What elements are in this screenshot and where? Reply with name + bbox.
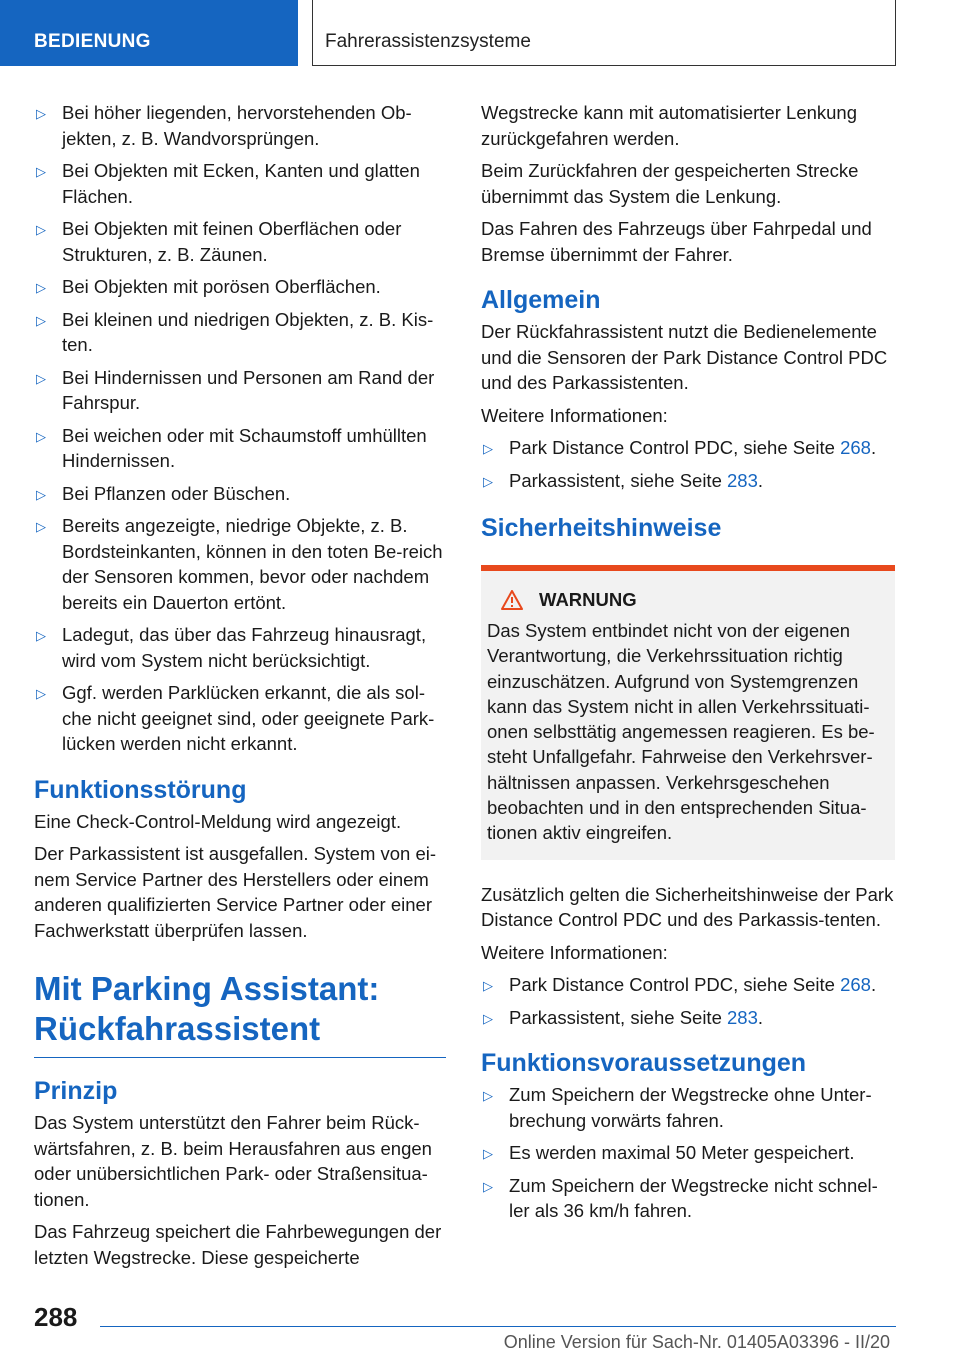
paragraph: Wegstrecke kann mit automatisierter Lenkung zurückgefahren werden.	[481, 102, 858, 149]
warning-title: WARNUNG	[501, 589, 889, 611]
heading-sicherheitshinweise: Sicherheitshinweise	[481, 514, 722, 542]
triangle-bullet-icon: ▷	[483, 441, 493, 456]
list-item: ▷ Bei Pflanzen oder Büschen.	[34, 481, 446, 507]
triangle-bullet-icon: ▷	[36, 519, 46, 534]
online-version-note: Online Version für Sach-Nr. 01405A03396 - II/20	[503, 1332, 890, 1352]
page-number: 288	[34, 1302, 78, 1332]
triangle-bullet-icon: ▷	[36, 222, 46, 237]
list-item: ▷ Zum Speichern der Wegstrecke ohne Unter-brechung vorwärts fahren.	[483, 1084, 872, 1131]
limitations-list	[34, 100, 446, 757]
heading-funktionsstoerung: Funktionsstörung	[34, 775, 247, 804]
list-item: ▷ Zum Speichern der Wegstrecke nicht schnel-ler als 36 km/h fahren.	[483, 1174, 878, 1222]
list-item: ▷ Ggf. werden Parklücken erkannt, die als sol-che nicht geeignet sind, oder geeignete Park-lücken werden nicht erkannt.	[36, 682, 435, 754]
paragraph: Zusätzlich gelten die Sicherheitshinweise der Park Distance Control PDC und des Parkassis-tenten.	[481, 883, 894, 931]
paragraph: Das Fahrzeug speichert die Fahrbewegungen der letzten Wegstrecke. Diese gespeicherte	[34, 1221, 442, 1268]
triangle-bullet-icon: ▷	[36, 280, 46, 295]
section-label: BEDIENUNG	[0, 0, 298, 66]
warning-triangle-icon	[501, 590, 523, 610]
triangle-bullet-icon: ▷	[483, 473, 493, 489]
triangle-bullet-icon: ▷	[36, 106, 46, 121]
paragraph: Das System unterstützt den Fahrer beim Rück-wärtsfahren, z. B. beim Herausfahren aus engen oder unübersichtlichen Park- oder Straßensitua-tionen.	[34, 1112, 432, 1210]
list-item: ▷ Park Distance Control PDC, siehe Seite 268.	[481, 435, 895, 461]
chapter-title: Fahrerassistenzsysteme	[312, 0, 896, 66]
page-link-283[interactable]: 283	[727, 1006, 758, 1028]
triangle-bullet-icon: ▷	[483, 1010, 493, 1026]
triangle-bullet-icon: ▷	[483, 1146, 493, 1162]
main-heading	[34, 969, 446, 1058]
page-link-268[interactable]: 268	[840, 437, 871, 458]
page-link-283[interactable]: 283	[727, 469, 758, 491]
list-item: ▷ Ladegut, das über das Fahrzeug hinausragt, wird vom System nicht berücksichtigt.	[36, 624, 427, 671]
list-item: ▷ Parkassistent, siehe Seite 283.	[481, 468, 895, 494]
triangle-bullet-icon: ▷	[483, 1088, 493, 1104]
reference-list	[481, 435, 895, 493]
paragraph: Beim Zurückfahren der gespeicherten Strecke übernimmt das System die Lenkung.	[481, 160, 859, 207]
paragraph: Der Parkassistent ist ausgefallen. System von ei-nem Service Partner des Herstellers oder einem anderen qualifizierten Service Partner oder einer Fachwerkstatt überprüfen lassen.	[34, 843, 437, 941]
paragraph: Das Fahren des Fahrzeugs über Fahrpedal und Bremse übernimmt der Fahrer.	[481, 218, 872, 265]
list-item: ▷ Bereits angezeigte, niedrige Objekte, z. B. Bordsteinkanten, können in den toten Be-reich der Sensoren kommen, bevor oder nachdem bereits ein Dauerton ertönt.	[36, 515, 443, 613]
paragraph: Der Rückfahrassistent nutzt die Bedienelemente und die Sensoren der Park Distance Control PDC und des Parkassistenten.	[481, 321, 888, 393]
list-item: ▷ Bei weichen oder mit Schaumstoff umhüllten Hindernissen.	[36, 424, 427, 471]
right-column	[481, 100, 895, 1231]
heading-allgemein: Allgemein	[481, 286, 601, 314]
main-heading-line2: Rückfahrassistent	[34, 1010, 321, 1047]
list-item: ▷ Park Distance Control PDC, siehe Seite 268.	[481, 972, 895, 998]
footer-divider	[100, 1326, 896, 1327]
list-item: ▷ Bei kleinen und niedrigen Objekten, z. B. Kis-ten.	[36, 308, 434, 355]
triangle-bullet-icon: ▷	[36, 312, 46, 328]
list-item: ▷ Bei Hindernissen und Personen am Rand der Fahrspur.	[36, 366, 435, 413]
list-item: ▷ Bei Objekten mit feinen Oberflächen oder Strukturen, z. B. Zäunen.	[36, 218, 402, 265]
triangle-bullet-icon: ▷	[36, 428, 46, 444]
list-item: ▷ Es werden maximal 50 Meter gespeichert.	[481, 1140, 895, 1166]
triangle-bullet-icon: ▷	[36, 164, 46, 179]
warning-text: Das System entbindet nicht von der eigenen Verantwortung, die Verkehrssituation richtig einzuschätzen. Aufgrund von Systemgrenzen kann das System nicht in allen Verkehrssituati-onen selbsttätig angemessen reagieren. Es be-steht Unfallgefahr. Fahrweise den Verkehrsver-hältnissen anpassen. Verkehrsgeschehen beobachten und in den entsprechenden Situa-tionen aktiv eingreifen.	[487, 620, 875, 844]
triangle-bullet-icon: ▷	[36, 628, 46, 643]
main-heading-line1: Mit Parking Assistant:	[34, 970, 380, 1007]
reference-list	[481, 972, 895, 1030]
list-item: ▷ Bei Objekten mit Ecken, Kanten und glatten Flächen.	[36, 160, 420, 207]
list-item: ▷ Bei höher liegenden, hervorstehenden Ob-jekten, z. B. Wandvorsprüngen.	[36, 102, 412, 149]
triangle-bullet-icon: ▷	[36, 486, 46, 502]
list-item: ▷ Parkassistent, siehe Seite 283.	[481, 1005, 895, 1031]
list-item: ▷ Bei Objekten mit porösen Oberflächen.	[34, 274, 446, 300]
triangle-bullet-icon: ▷	[483, 978, 493, 994]
left-column	[34, 100, 446, 1277]
triangle-bullet-icon: ▷	[36, 686, 46, 701]
warning-box	[481, 565, 895, 860]
page-header	[0, 0, 960, 66]
heading-funktionsvoraussetzungen: Funktionsvoraussetzungen	[481, 1049, 807, 1078]
paragraph: Weitere Informationen:	[481, 941, 668, 963]
triangle-bullet-icon: ▷	[483, 1178, 493, 1194]
page-link-268[interactable]: 268	[840, 974, 871, 996]
paragraph: Weitere Informationen:	[481, 404, 668, 426]
paragraph: Eine Check-Control-Meldung wird angezeigt.	[34, 810, 402, 832]
heading-prinzip: Prinzip	[34, 1077, 118, 1105]
requirements-list	[481, 1082, 895, 1224]
triangle-bullet-icon: ▷	[36, 370, 46, 386]
